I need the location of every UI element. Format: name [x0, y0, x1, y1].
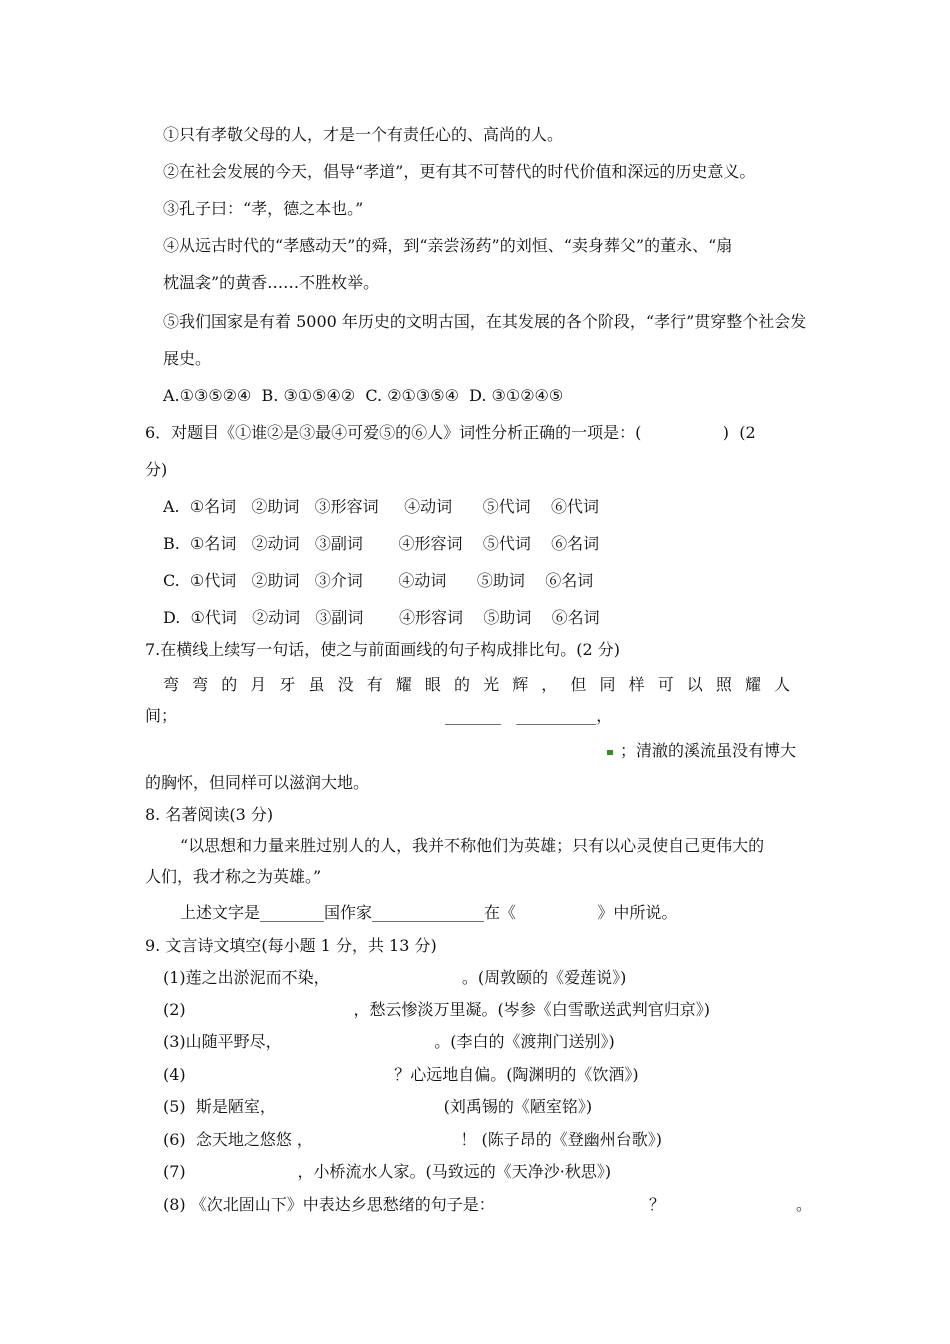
question-6-choice-a: A. ①名词 ②助词 ③形容词 ④动词 ⑤代词 ⑥代词 [163, 497, 599, 516]
question-8-fill: 上述文字是________国作家______________在《 》中所说。 [180, 903, 678, 922]
question-7-sentence-end: 的胸怀，但同样可以滋润大地。 [145, 773, 370, 792]
question-8-stem: 8. 名著阅读(3 分) [145, 805, 274, 824]
question-9-item-2: (2) ，愁云惨淡万里凝。(岑参《白雪歌送武判官归京》) [163, 1000, 710, 1019]
question-8-quote-cont: 人们，我才称之为英雄。” [145, 867, 322, 886]
green-mark [607, 750, 613, 755]
question-9-item-3: (3)山随平野尽， 。(李白的《渡荆门送别》) [163, 1032, 615, 1051]
question-8-quote: “以思想和力量来胜过别人的人，我并不称他们为英雄；只有以心灵使自己更伟大的 [180, 836, 765, 855]
question-9-item-7: (7) ，小桥流水人家。(马致远的《天净沙·秋思》) [163, 1162, 612, 1181]
question-6-choice-c: C. ①代词 ②助词 ③介词 ④动词 ⑤助词 ⑥名词 [163, 571, 594, 590]
question-6-stem: 6．对题目《①谁②是③最④可爱⑤的⑥人》词性分析正确的一项是：( ) (2 [145, 423, 756, 442]
question-6-choice-b: B. ①名词 ②动词 ③副词 ④形容词 ⑤代词 ⑥名词 [163, 534, 600, 553]
option-sentence-3: ③孔子曰：“孝，德之本也。” [163, 199, 364, 218]
question-5-choices: A.①③⑤②④ B. ③①⑤④② C. ②①③⑤④ D. ③①②④⑤ [163, 386, 564, 405]
question-9-stem: 9. 文言诗文填空(每小题 1 分，共 13 分) [145, 936, 437, 955]
question-7-stem: 7.在横线上续写一句话，使之与前面画线的句子构成排比句。(2 分) [145, 640, 621, 659]
question-9-item-4: (4) ？心远地自偏。(陶渊明的《饮酒》) [163, 1065, 639, 1084]
option-sentence-2: ②在社会发展的今天，倡导“孝道”，更有其不可替代的时代价值和深远的历史意义。 [163, 162, 756, 181]
question-7-sentence-next: ；清澈的溪流虽没有博大 [620, 741, 797, 760]
option-sentence-1: ①只有孝敬父母的人，才是一个有责任心的、高尚的人。 [163, 125, 564, 144]
question-9-item-8: (8) 《次北固山下》中表达乡思愁绪的句子是： [163, 1195, 495, 1214]
question-7-answer-blank: _______ __________， [445, 706, 613, 725]
option-sentence-4-cont: 枕温衾”的黄香……不胜枚举。 [163, 273, 380, 292]
question-9-item-8-qmark: ？ [649, 1195, 666, 1214]
question-9-item-8-period: 。 [796, 1195, 813, 1214]
question-7-sentence-cont: 间； [145, 706, 178, 725]
question-9-item-1: (1)莲之出淤泥而不染， 。(周敦颐的《爱莲说》) [163, 968, 627, 987]
question-6-stem-cont: 分) [145, 460, 168, 479]
option-sentence-5-cont: 展史。 [163, 349, 212, 368]
question-9-item-5: (5) 斯是陋室， (刘禹锡的《陋室铭》) [163, 1097, 593, 1116]
option-sentence-4: ④从远古时代的“孝感动天”的舜，到“亲尝汤药”的刘恒、“卖身葬父”的董永、“扇 [163, 236, 733, 255]
question-9-item-6: (6) 念天地之悠悠 ， ！ (陈子昂的《登幽州台歌》) [163, 1130, 662, 1149]
question-7-sample-sentence: 弯弯的月牙虽没有耀眼的光辉，但同样可以照耀人 [163, 675, 804, 694]
option-sentence-5: ⑤我们国家是有着 5000 年历史的文明古国，在其发展的各个阶段，“孝行”贯穿整个社会发 [163, 312, 807, 331]
question-6-choice-d: D. ①代词 ②动词 ③副词 ④形容词 ⑤助词 ⑥名词 [163, 608, 600, 627]
